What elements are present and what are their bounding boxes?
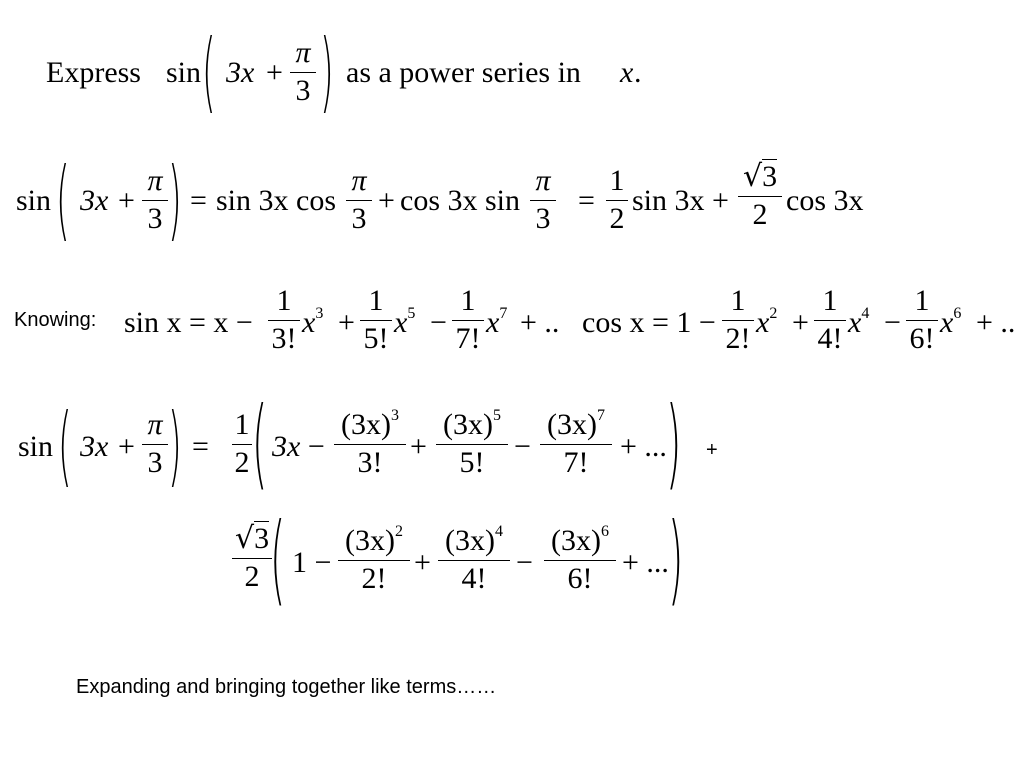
sin-series-op1: + (338, 306, 355, 339)
title-express: Express (46, 56, 141, 89)
identity-one-half: 1 2 (606, 166, 628, 234)
title-arg: 3x (226, 56, 255, 89)
cosine-first-term: 1 − (292, 546, 332, 579)
title-var: x (620, 56, 634, 89)
cos-series-frac1: 1 2! (722, 286, 754, 354)
cos-series-op2: − (884, 306, 901, 339)
identity-pi-over-3-c: π 3 (530, 166, 556, 234)
expansion-arg: 3x (80, 430, 109, 463)
sin-series-frac3: 1 7! (452, 286, 484, 354)
expansion-right-paren: ) (168, 395, 182, 497)
cos-series-tail: + .. (976, 306, 1016, 339)
sin-series-lhs: sin x = x − (124, 306, 253, 339)
sine-term2: $(3x)^5$ 5! (436, 410, 508, 478)
identity-eq: = (190, 184, 207, 217)
sine-op2: − (514, 430, 531, 463)
cosine-sqrt3-radicand: 3 (254, 522, 270, 555)
title-left-paren: ( (202, 21, 216, 123)
identity-term4: cos 3x (786, 184, 864, 217)
cosine-term1: $(3x)^2$ 2! (338, 526, 410, 594)
title-line (0, 0, 1024, 130)
sin-series-frac2: 1 5! (360, 286, 392, 354)
identity-plus2: + (378, 184, 395, 217)
cosine-op1: + (414, 546, 431, 579)
identity-plus3: + (712, 184, 729, 217)
expansion-sine-line (0, 387, 1024, 506)
sine-term1: $(3x)^3$ 3! (334, 410, 406, 478)
identity-right-paren: ) (168, 149, 182, 251)
expansion-cosine-line (0, 503, 1024, 622)
cosine-op2: − (516, 546, 533, 579)
identity-term1: sin 3x cos (216, 184, 336, 217)
trailing-plus: + (706, 439, 718, 461)
title-right-paren: ) (320, 21, 334, 123)
cos-series-x1: $x^2$ (756, 305, 778, 339)
cos-series-lhs: cos x = 1 − (582, 306, 716, 339)
sin-series-x1: $x^3$ (302, 305, 324, 339)
footer-text: Expanding and bringing together like terms…… (76, 676, 497, 698)
knowing-line (0, 280, 1024, 370)
title-suffix: as a power series in (346, 56, 581, 89)
expansion-one-half: 1 2 (232, 410, 252, 478)
title-sin: sin (166, 56, 202, 89)
identity-term3: sin 3x (632, 184, 705, 217)
sin-series-op2: − (430, 306, 447, 339)
sqrt3-radicand: 3 (762, 160, 778, 193)
cosine-term2: $(3x)^4$ 4! (438, 526, 510, 594)
expansion-eq: = (192, 430, 209, 463)
identity-eq2: = (578, 184, 595, 217)
sine-term3: $(3x)^7$ 7! (540, 410, 612, 478)
identity-line (0, 150, 1024, 250)
sin-series-x3: $x^7$ (486, 305, 508, 339)
sine-group-left-paren: ( (252, 387, 268, 501)
sin-series-tail: + .. (520, 306, 560, 339)
cosine-term3: $(3x)^6$ 6! (544, 526, 616, 594)
identity-sin: sin (16, 184, 52, 217)
title-plus: + (266, 56, 283, 89)
cos-series-x2: $x^4$ (848, 305, 870, 339)
cosine-tail: + ... (622, 546, 669, 579)
expansion-left-paren: ( (58, 395, 72, 497)
sine-first-term: 3x − (272, 430, 325, 463)
cos-series-op1: + (792, 306, 809, 339)
cos-series-frac2: 1 4! (814, 286, 846, 354)
sine-group-right-paren: ) (666, 387, 682, 501)
identity-pi-over-3-a: π 3 (142, 166, 168, 234)
identity-plus: + (118, 184, 135, 217)
identity-pi-over-3-b: π 3 (346, 166, 372, 234)
cosine-group-right-paren: ) (668, 503, 684, 617)
identity-term2: cos 3x sin (400, 184, 520, 217)
sine-tail: + ... (620, 430, 667, 463)
expansion-plus: + (118, 430, 135, 463)
sin-series-x2: $x^5$ (394, 305, 416, 339)
expansion-sin: sin (18, 430, 54, 463)
knowing-label: Knowing: (14, 309, 97, 331)
cosine-group-left-paren: ( (270, 503, 286, 617)
cos-series-x3: $x^6$ (940, 305, 962, 339)
identity-sqrt3-over-2: √3 2 (738, 162, 782, 230)
title-period: . (634, 56, 642, 89)
cos-series-frac3: 1 6! (906, 286, 938, 354)
cosine-sqrt3-over-2: √3 2 (232, 524, 272, 592)
identity-left-paren: ( (56, 149, 70, 251)
sine-op1: + (410, 430, 427, 463)
sin-series-frac1: 1 3! (268, 286, 300, 354)
identity-arg: 3x (80, 184, 109, 217)
expansion-pi-over-3: π 3 (142, 410, 168, 478)
title-pi-over-3: π 3 (290, 38, 316, 106)
